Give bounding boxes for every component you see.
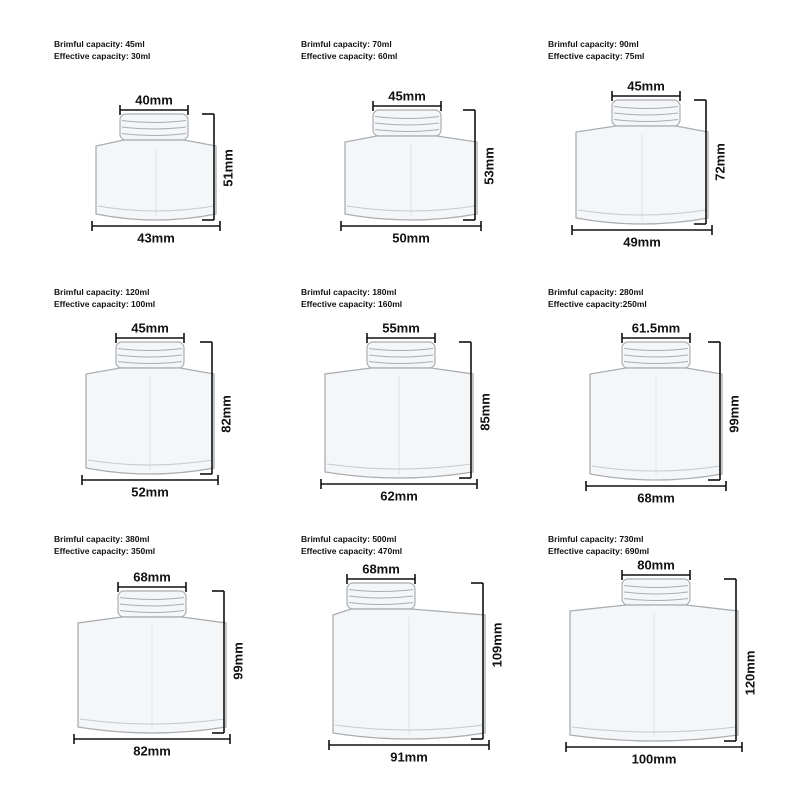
jar-card-730ml: [546, 533, 792, 783]
jar-illustration: [299, 286, 545, 536]
effective-capacity: Effective capacity: 100ml: [54, 299, 156, 309]
height-label: 85mm: [477, 393, 493, 431]
jar-card-70ml: [299, 38, 545, 288]
jar-neck: [373, 110, 441, 136]
brimful-capacity: Brimful capacity: 45ml: [54, 39, 145, 49]
brimful-capacity: Brimful capacity: 380ml: [54, 534, 150, 544]
brimful-capacity: Brimful capacity: 180ml: [301, 287, 397, 297]
brimful-capacity: Brimful capacity: 280ml: [548, 287, 644, 297]
brimful-capacity: Brimful capacity: 90ml: [548, 39, 639, 49]
jar-illustration: [52, 38, 298, 288]
effective-capacity: Effective capacity:250ml: [548, 299, 647, 309]
bottom-width-label: 91mm: [390, 749, 428, 765]
jar-neck: [367, 342, 435, 368]
jar-neck: [120, 114, 188, 140]
effective-capacity: Effective capacity: 690ml: [548, 546, 650, 556]
jar-neck: [347, 583, 415, 609]
jar-illustration: [546, 38, 792, 288]
top-width-label: 45mm: [131, 320, 169, 336]
bottom-width-label: 62mm: [380, 488, 418, 504]
jar-neck: [622, 579, 690, 605]
bottom-width-label: 43mm: [137, 230, 175, 246]
jar-illustration: [299, 38, 545, 288]
jar-neck: [118, 591, 186, 617]
jar-card-380ml: [52, 533, 298, 783]
brimful-capacity: Brimful capacity: 500ml: [301, 534, 397, 544]
brimful-capacity: Brimful capacity: 120ml: [54, 287, 150, 297]
jar-card-90ml: [546, 38, 792, 288]
top-width-label: 68mm: [133, 569, 171, 585]
jar-illustration: [52, 286, 298, 536]
top-width-label: 68mm: [362, 561, 400, 577]
height-label: 53mm: [481, 147, 497, 185]
effective-capacity: Effective capacity: 470ml: [301, 546, 403, 556]
height-label: 72mm: [712, 143, 728, 181]
effective-capacity: Effective capacity: 60ml: [301, 51, 398, 61]
jar-neck: [622, 342, 690, 368]
brimful-capacity: Brimful capacity: 70ml: [301, 39, 392, 49]
jar-card-500ml: [299, 533, 545, 783]
jar-card-45ml: [52, 38, 298, 288]
jar-illustration: [299, 533, 545, 783]
top-width-label: 55mm: [382, 320, 420, 336]
top-width-label: 61.5mm: [631, 320, 681, 336]
bottom-width-label: 52mm: [131, 484, 169, 500]
top-width-label: 45mm: [388, 88, 426, 104]
brimful-capacity: Brimful capacity: 730ml: [548, 534, 644, 544]
height-label: 99mm: [230, 642, 246, 680]
height-label: 82mm: [218, 395, 234, 433]
bottom-width-label: 100mm: [631, 751, 677, 767]
effective-capacity: Effective capacity: 160ml: [301, 299, 403, 309]
bottom-width-label: 50mm: [392, 230, 430, 246]
jar-card-280ml: [546, 286, 792, 536]
height-label: 120mm: [742, 650, 758, 696]
height-label: 51mm: [220, 149, 236, 187]
height-label: 99mm: [726, 395, 742, 433]
jar-card-120ml: [52, 286, 298, 536]
top-width-label: 40mm: [135, 92, 173, 108]
effective-capacity: Effective capacity: 30ml: [54, 51, 151, 61]
jar-card-180ml: [299, 286, 545, 536]
bottom-width-label: 82mm: [133, 743, 171, 759]
jar-neck: [612, 100, 680, 126]
effective-capacity: Effective capacity: 350ml: [54, 546, 156, 556]
jar-illustration: [52, 533, 298, 783]
bottom-width-label: 49mm: [623, 234, 661, 250]
effective-capacity: Effective capacity: 75ml: [548, 51, 645, 61]
jar-neck: [116, 342, 184, 368]
top-width-label: 80mm: [637, 557, 675, 573]
top-width-label: 45mm: [627, 78, 665, 94]
bottom-width-label: 68mm: [637, 490, 675, 506]
height-label: 109mm: [489, 622, 505, 668]
